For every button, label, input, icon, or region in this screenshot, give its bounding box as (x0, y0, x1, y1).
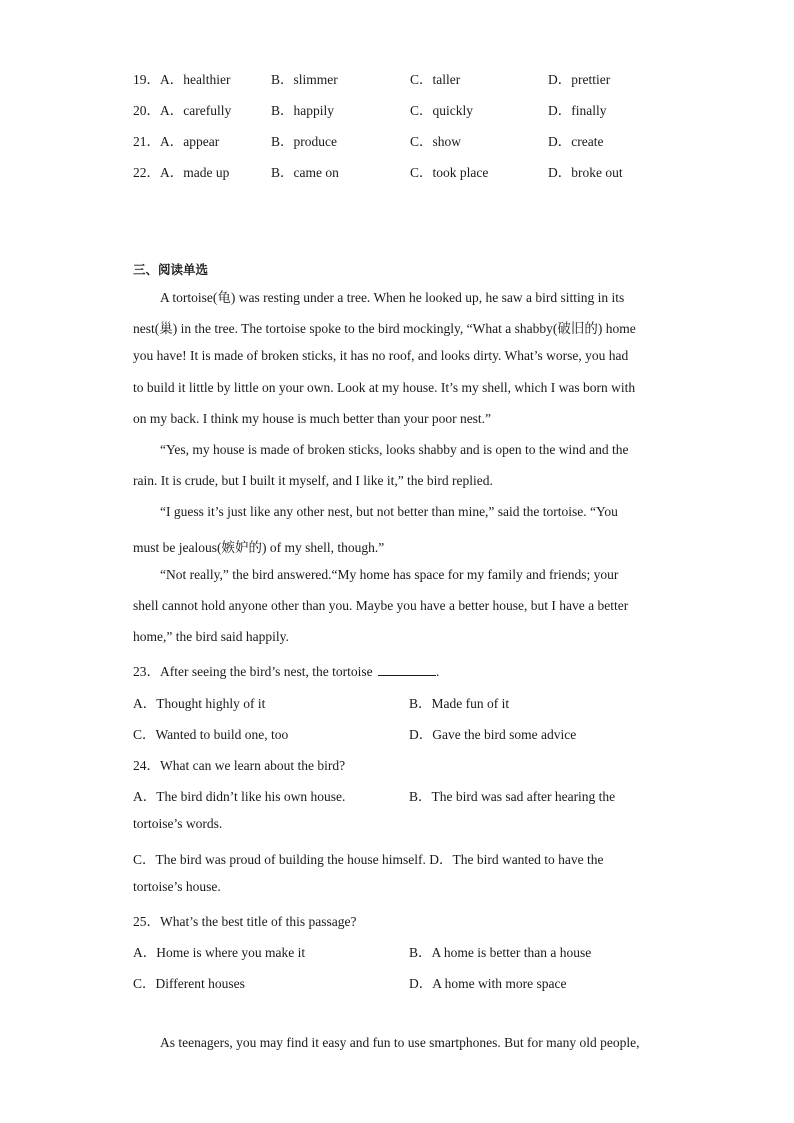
option-c: C．quickly (410, 103, 473, 118)
passage-line: “Yes, my house is made of broken sticks, looks shabby and is open to the wind and the (160, 442, 629, 457)
option-b: B．The bird was sad after hearing the (409, 789, 616, 804)
passage-line: to build it little by little on your own. Look at my house. It’s my shell, which I was born with (133, 380, 636, 395)
passage-line: “I guess it’s just like any other nest, but not better than mine,” said the tortoise. “You (160, 504, 618, 519)
option-d: D．finally (548, 103, 607, 118)
option-c: C．Different houses (133, 976, 245, 991)
option-c: C．show (410, 134, 462, 149)
option-d-continued: tortoise’s house. (133, 879, 221, 894)
option-d: D．prettier (548, 72, 611, 87)
passage-line: must be jealous(嫉妒的) of my shell, though.” (133, 540, 385, 555)
option-b: B．slimmer (271, 72, 338, 87)
option-a: A．carefully (160, 103, 232, 118)
option-c: C．taller (410, 72, 461, 87)
passage-line: “Not really,” the bird answered.“My home has space for my family and friends; your (160, 567, 619, 582)
question-23-stem (133, 660, 439, 680)
option-b: B．Made fun of it (409, 696, 510, 711)
passage-line: A tortoise(龟) was resting under a tree. When he looked up, he saw a bird sitting in its (160, 290, 625, 305)
option-a: A．healthier (160, 72, 231, 87)
passage-line: rain. It is crude, but I built it myself, and I like it,” the bird replied. (133, 473, 493, 488)
option-a: A．Home is where you make it (133, 945, 306, 960)
option-a: A．appear (160, 134, 220, 149)
passage-line: home,” the bird said happily. (133, 629, 289, 644)
option-a: A．made up (160, 165, 230, 180)
option-d: D．Gave the bird some advice (409, 727, 577, 742)
next-passage-line: As teenagers, you may find it easy and fun to use smartphones. But for many old people, (160, 1035, 640, 1050)
question-number: 20． (133, 103, 160, 118)
option-d: D．A home with more space (409, 976, 567, 991)
option-d: D．broke out (548, 165, 623, 180)
question-stem-text: 23．After seeing the bird’s nest, the tortoise (133, 664, 373, 679)
question-24-stem: 24．What can we learn about the bird? (133, 758, 346, 773)
question-stem-end: . (435, 664, 440, 679)
option-b: B．came on (271, 165, 339, 180)
option-a: A．The bird didn’t like his own house. (133, 789, 346, 804)
option-b: B．A home is better than a house (409, 945, 592, 960)
option-c: C．took place (410, 165, 489, 180)
question-25-stem: 25．What’s the best title of this passage? (133, 914, 357, 929)
option-b-continued: tortoise’s words. (133, 816, 223, 831)
section-title: 三、阅读单选 (133, 262, 209, 277)
option-a: A．Thought highly of it (133, 696, 266, 711)
question-number: 19． (133, 72, 160, 87)
question-number: 21． (133, 134, 160, 149)
option-c-d: C．The bird was proud of building the house himself. D．The bird wanted to have the (133, 852, 604, 867)
passage-line: nest(巢) in the tree. The tortoise spoke to the bird mockingly, “What a shabby(破旧的) home (133, 321, 636, 336)
passage-line: shell cannot hold anyone other than you. Maybe you have a better house, but I have a better (133, 598, 629, 613)
answer-blank (378, 664, 436, 676)
passage-line: on my back. I think my house is much better than your poor nest.” (133, 411, 492, 426)
option-c: C．Wanted to build one, too (133, 727, 289, 742)
passage-line: you have! It is made of broken sticks, it has no roof, and looks dirty. What’s worse, you had (133, 348, 629, 363)
option-d: D．create (548, 134, 604, 149)
option-b: B．happily (271, 103, 334, 118)
option-b: B．produce (271, 134, 337, 149)
question-number: 22． (133, 165, 160, 180)
